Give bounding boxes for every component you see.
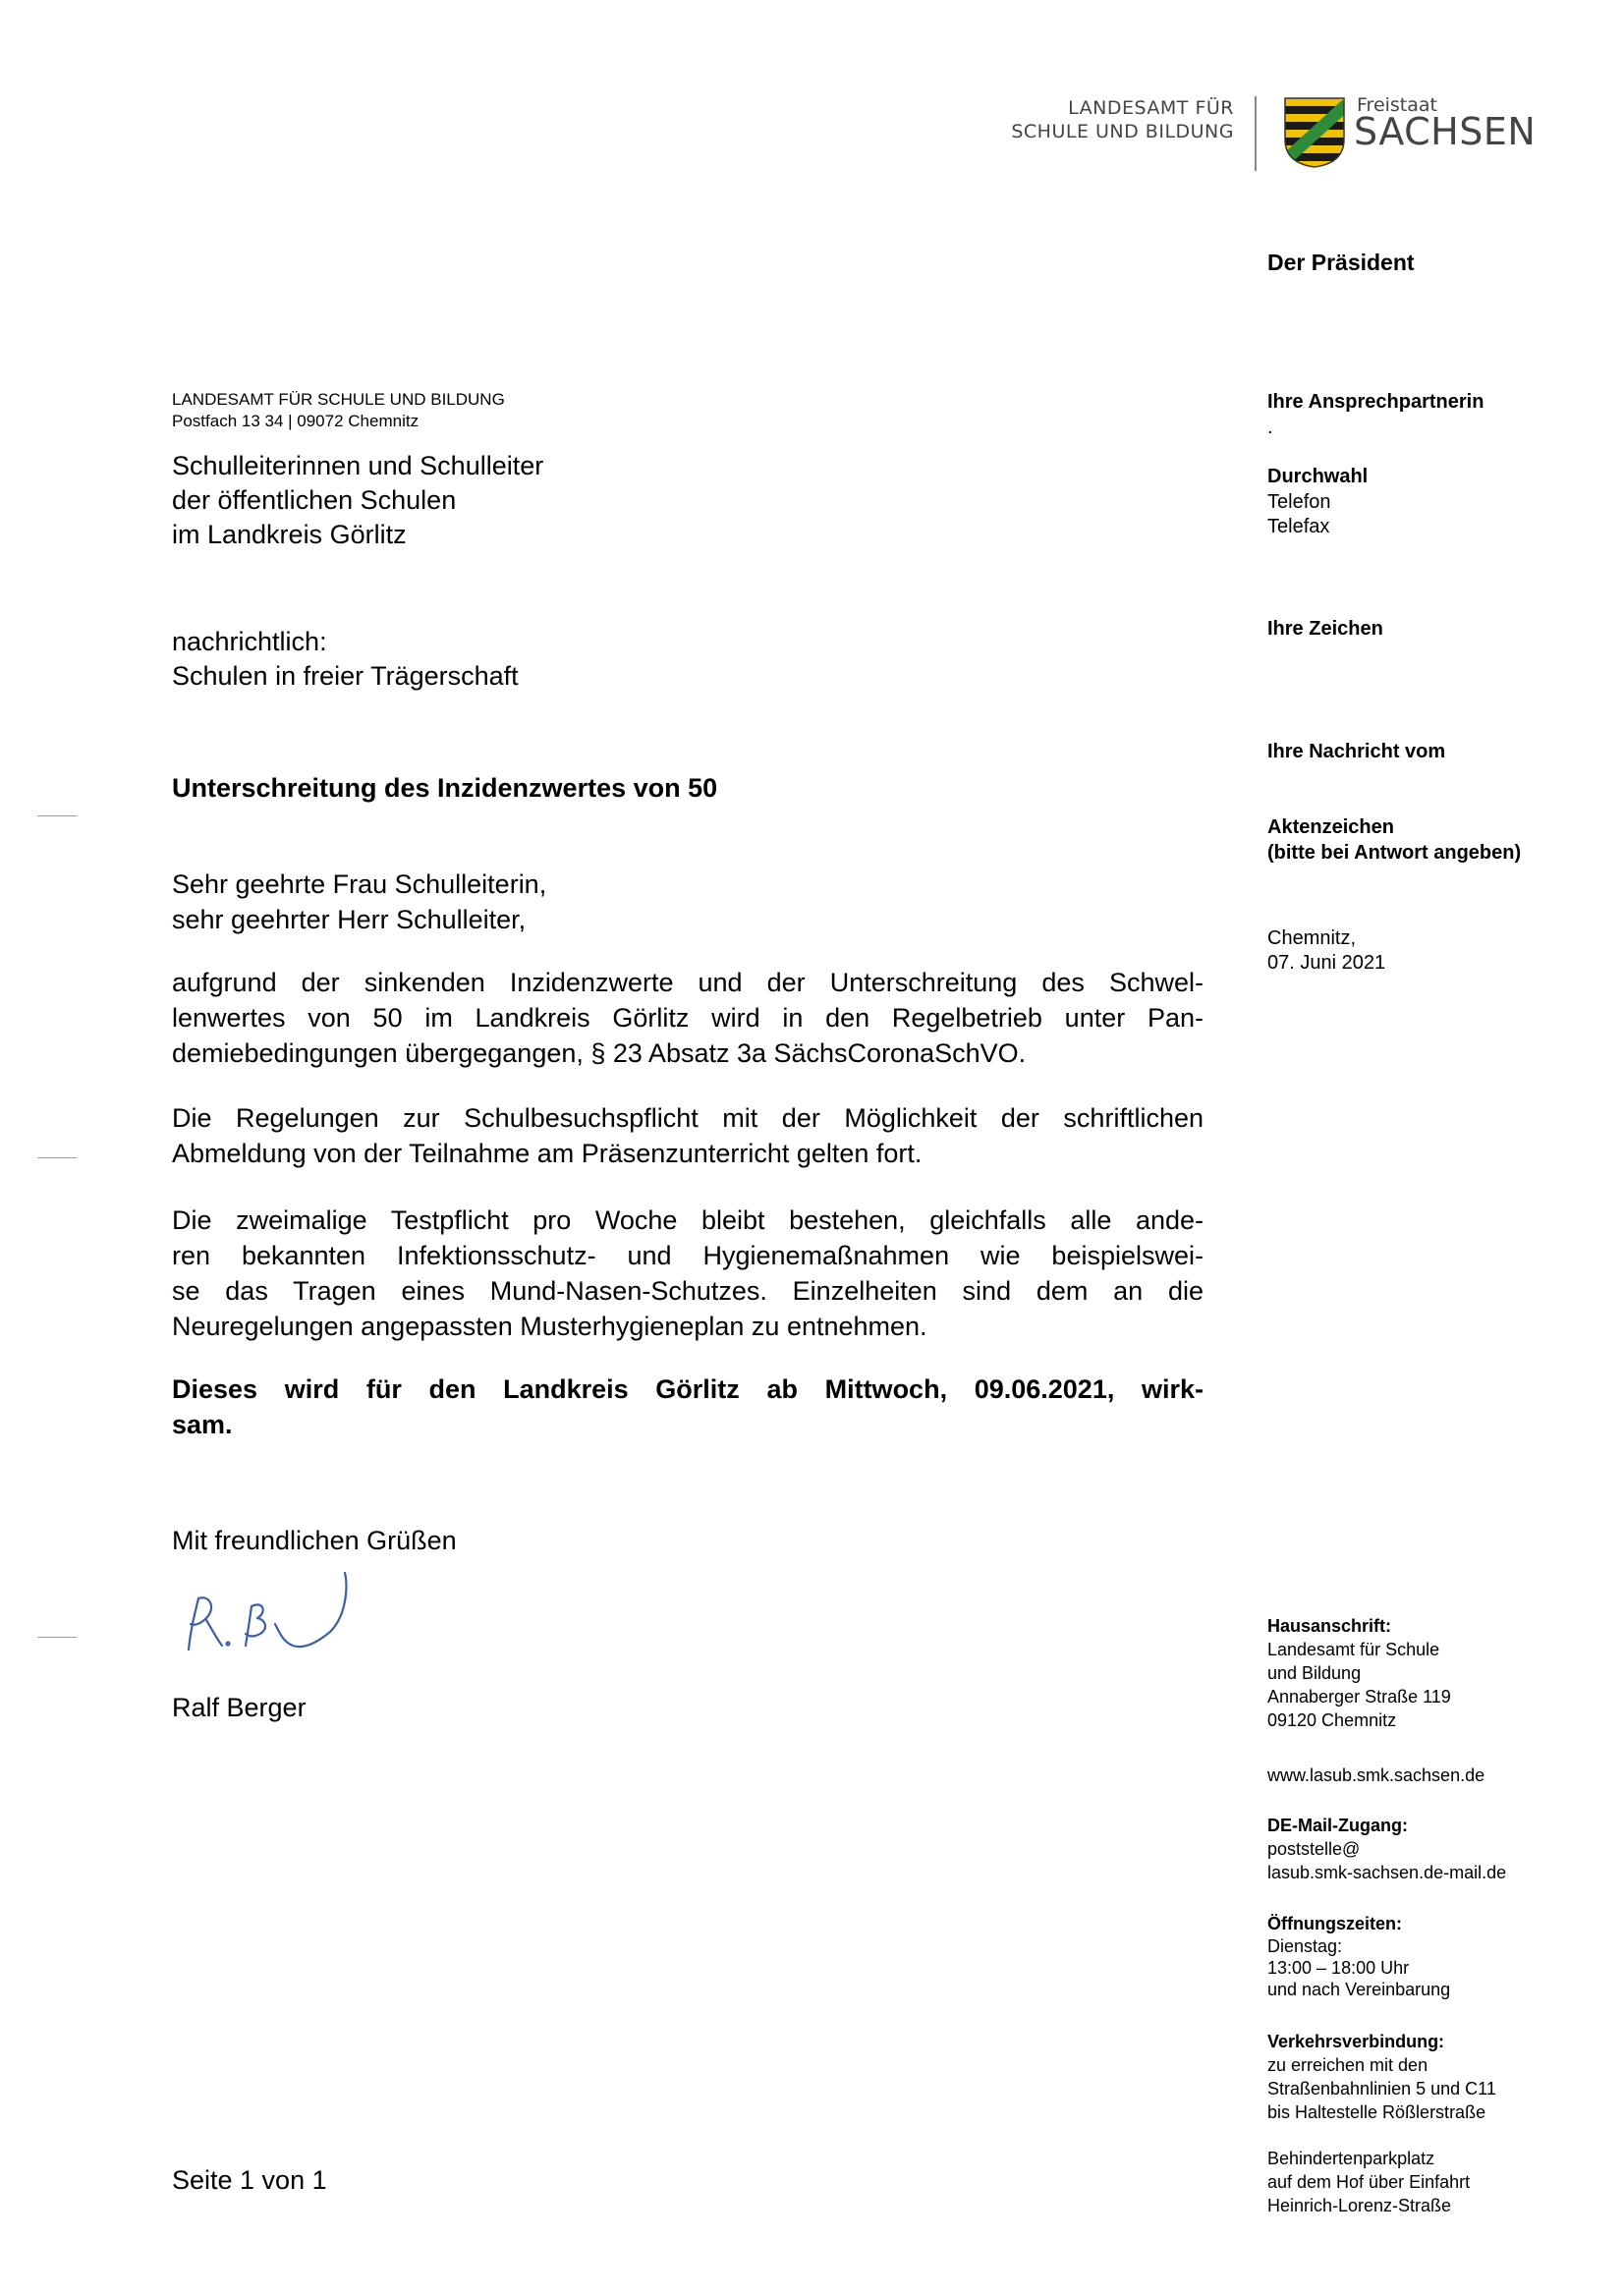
fold-mark-bottom (37, 1637, 77, 1638)
parking-block (1267, 2147, 1470, 2217)
demail-label: DE-Mail-Zugang: (1267, 1816, 1408, 1835)
transit-block (1267, 2030, 1496, 2124)
paragraph-4 (172, 1371, 1204, 1442)
recipient-line-2: der öffentlichen Schulen (172, 485, 457, 515)
letter-date: 07. Juni 2021 (1267, 952, 1386, 974)
paragraph-3 (172, 1203, 1204, 1344)
file-reference-label: Aktenzeichen (1267, 816, 1394, 838)
your-message-label: Ihre Nachricht vom (1267, 741, 1446, 762)
opening-hours-block (1267, 1912, 1450, 2000)
return-address (172, 389, 505, 432)
sender-role: Der Präsident (1267, 250, 1415, 275)
closing: Mit freundlichen Grüßen (172, 1526, 457, 1555)
transit-line-2: Straßenbahnlinien 5 und C11 (1267, 2079, 1496, 2099)
signatory-name: Ralf Berger (172, 1693, 307, 1722)
opening-hours-line-3: und nach Vereinbarung (1267, 1980, 1451, 1999)
logo-divider (1255, 96, 1257, 171)
authority-name (982, 96, 1234, 143)
opening-hours-line-2: 13:00 – 18:00 Uhr (1267, 1958, 1410, 1978)
postal-address-line-2: und Bildung (1267, 1663, 1362, 1683)
file-reference-note: (bitte bei Antwort angeben) (1267, 842, 1522, 864)
paragraph-3-line-3: se das Tragen eines Mund-Nasen-Schutzes. Einzelheiten sind dem an die (172, 1276, 1204, 1306)
paragraph-2-line-2: Abmeldung von der Teilnahme am Präsenzunterricht gelten fort. (172, 1139, 923, 1168)
opening-hours-line-1: Dienstag: (1267, 1936, 1343, 1956)
fold-mark-top (37, 815, 77, 816)
paragraph-2-line-1: Die Regelungen zur Schulbesuchspflicht mit der Möglichkeit der schriftlichen (172, 1103, 1204, 1133)
paragraph-1 (172, 965, 1204, 1071)
page-number: Seite 1 von 1 (172, 2165, 327, 2195)
contact-label: Ihre Ansprechpartnerin (1267, 391, 1484, 413)
website-link[interactable]: www.lasub.smk.sachsen.de (1267, 1765, 1485, 1785)
parking-line-1: Behindertenparkplatz (1267, 2149, 1435, 2168)
authority-line-2: SCHULE UND BILDUNG (1011, 121, 1234, 142)
salutation-line-1: Sehr geehrte Frau Schulleiterin, (172, 869, 547, 899)
demail-block (1267, 1814, 1506, 1884)
postal-address-line-4: 09120 Chemnitz (1267, 1710, 1397, 1730)
signature (177, 1567, 383, 1675)
recipient-address (172, 449, 543, 552)
demail-line-2[interactable]: lasub.smk-sachsen.de-mail.de (1267, 1863, 1507, 1882)
brand-sachsen: SACHSEN (1354, 110, 1537, 153)
saxony-coat-of-arms-icon (1283, 96, 1346, 169)
cc-line: Schulen in freier Trägerschaft (172, 661, 519, 691)
return-address-line-2: Postfach 13 34 | 09072 Chemnitz (172, 412, 420, 430)
punch-mark (37, 1157, 77, 1158)
return-address-line-1: LANDESAMT FÜR SCHULE UND BILDUNG (172, 390, 505, 409)
recipient-line-1: Schulleiterinnen und Schulleiter (172, 451, 544, 480)
contact-value: . (1267, 417, 1273, 438)
parking-line-3: Heinrich-Lorenz-Straße (1267, 2196, 1452, 2215)
fax-label: Telefax (1267, 516, 1330, 537)
postal-address-label: Hausanschrift: (1267, 1616, 1392, 1636)
demail-line-1[interactable]: poststelle@ (1267, 1839, 1361, 1859)
postal-address-line-3: Annaberger Straße 119 (1267, 1687, 1451, 1707)
salutation-line-2: sehr geehrter Herr Schulleiter, (172, 905, 527, 934)
extension-label: Durchwahl (1267, 466, 1369, 487)
paragraph-3-line-1: Die zweimalige Testpflicht pro Woche bleibt bestehen, gleichfalls alle ande- (172, 1205, 1204, 1235)
authority-line-1: LANDESAMT FÜR (1068, 97, 1234, 119)
parking-line-2: auf dem Hof über Einfahrt (1267, 2172, 1471, 2192)
transit-line-3: bis Haltestelle Rößlerstraße (1267, 2102, 1486, 2122)
paragraph-1-line-2: lenwertes von 50 im Landkreis Görlitz wird in den Regelbetrieb unter Pan- (172, 1003, 1204, 1033)
paragraph-3-line-2: ren bekannten Infektionsschutz- und Hygienemaßnahmen wie beispielswei- (172, 1241, 1204, 1270)
letter-subject: Unterschreitung des Inzidenzwertes von 50 (172, 773, 718, 803)
brand-freistaat: Freistaat (1357, 94, 1437, 116)
paragraph-4-line-1: Dieses wird für den Landkreis Görlitz ab Mittwoch, 09.06.2021, wirk- (172, 1374, 1204, 1404)
salutation (172, 867, 546, 937)
postal-address-line-1: Landesamt für Schule (1267, 1640, 1440, 1659)
postal-address-block (1267, 1614, 1451, 1732)
transit-line-1: zu erreichen mit den (1267, 2055, 1428, 2075)
paragraph-3-line-4: Neuregelungen angepassten Musterhygieneplan zu entnehmen. (172, 1312, 927, 1341)
phone-label: Telefon (1267, 491, 1331, 513)
letter-place: Chemnitz, (1267, 927, 1357, 949)
paragraph-2 (172, 1100, 1204, 1171)
cc-label: nachrichtlich: (172, 627, 327, 656)
your-reference-label: Ihre Zeichen (1267, 618, 1383, 640)
opening-hours-label: Öffnungszeiten: (1267, 1914, 1402, 1933)
transit-label: Verkehrsverbindung: (1267, 2032, 1445, 2051)
paragraph-1-line-1: aufgrund der sinkenden Inzidenzwerte und der Unterschreitung des Schwel- (172, 968, 1204, 997)
recipient-line-3: im Landkreis Görlitz (172, 520, 407, 549)
paragraph-1-line-3: demiebedingungen übergegangen, § 23 Absatz 3a SächsCoronaSchVO. (172, 1038, 1027, 1068)
cc-recipient (172, 625, 519, 694)
paragraph-4-line-2: sam. (172, 1410, 233, 1439)
